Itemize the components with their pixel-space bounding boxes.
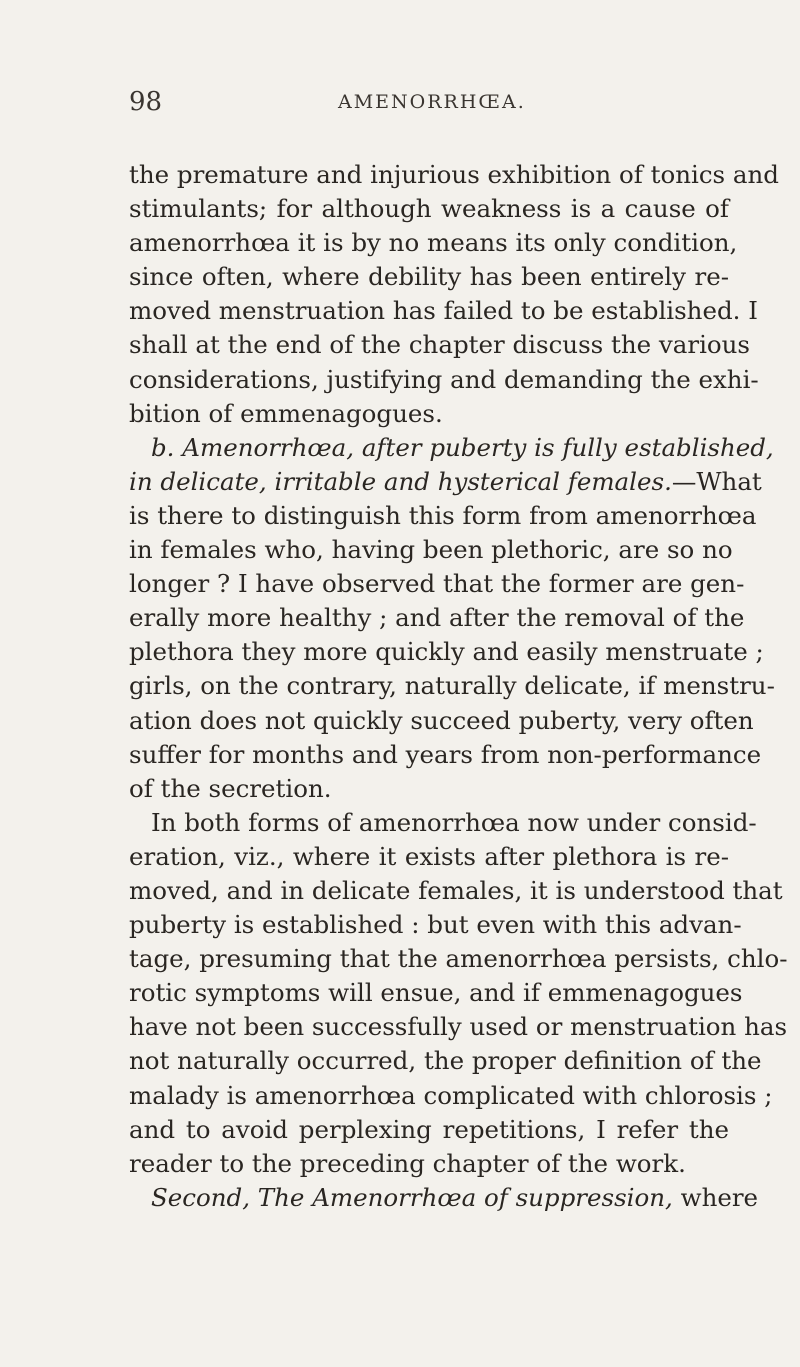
text-line: longer ? I have observed that the former are gen-: [129, 569, 745, 599]
italic-text: Second, The Amenorrhœa of suppression,: [151, 1182, 673, 1212]
text-line: stimulants; for although weakness is a cause of: [129, 194, 729, 224]
text-line: malady is amenorrhœa complicated with chlorosis ;: [129, 1080, 773, 1110]
text-line: amenorrhœa it is by no means its only condition,: [129, 228, 738, 258]
page-number: 98: [129, 87, 163, 117]
text-line: suffer for months and years from non-performance: [129, 739, 762, 769]
text-line: have not been successfully used or menstruation has: [129, 1012, 788, 1042]
section-heading-line: [129, 431, 774, 465]
text-line: of the secretion.: [129, 773, 332, 803]
body-text: [129, 158, 788, 1215]
roman-text: where: [672, 1182, 759, 1212]
text-line: considerations, justifying and demanding the exhi-: [129, 364, 759, 394]
text-line: since often, where debility has been entirely re-: [129, 262, 729, 292]
text-line: and to avoid perplexing repetitions, I refer the: [129, 1114, 729, 1144]
text-line: puberty is established : but even with this advan-: [129, 910, 742, 940]
text-line: the premature and injurious exhibition of tonics and: [129, 160, 779, 189]
text-line: in females who, having been plethoric, are so no: [129, 535, 733, 565]
text-line: tage, presuming that the amenorrhœa persists, chlo-: [129, 944, 788, 974]
text-line: [129, 465, 762, 499]
italic-text: in delicate, irritable and hysterical females.: [129, 466, 672, 496]
text-line: reader to the preceding chapter of the work.: [129, 1148, 686, 1178]
paragraph-start-line: In both forms of amenorrhœa now under consid-: [151, 807, 757, 837]
roman-text: —What: [671, 466, 762, 496]
text-line: eration, viz., where it exists after plethora is re-: [129, 841, 729, 871]
text-line: plethora they more quickly and easily menstruate ;: [129, 637, 764, 667]
text-line: girls, on the contrary, naturally delicate, if menstru-: [129, 671, 775, 701]
text-line: shall at the end of the chapter discuss the various: [129, 330, 751, 360]
text-line: moved, and in delicate females, it is understood that: [129, 875, 783, 905]
text-line: erally more healthy ; and after the removal of the: [129, 603, 745, 633]
text-line: rotic symptoms will ensue, and if emmenagogues: [129, 978, 743, 1008]
running-title: AMENORRHŒA.: [338, 91, 526, 113]
italic-text: b.: [151, 432, 183, 462]
text-line: bition of emmenagogues.: [129, 398, 443, 428]
italic-text: Amenorrhœa, after puberty is fully established,: [182, 432, 774, 462]
text-line: not naturally occurred, the proper definition of the: [129, 1046, 762, 1076]
text-line: is there to distinguish this form from amenorrhœa: [129, 500, 757, 530]
text-line: moved menstruation has failed to be established. I: [129, 296, 758, 326]
text-line: ation does not quickly succeed puberty, very often: [129, 705, 754, 735]
section-heading-line: [129, 1181, 759, 1215]
